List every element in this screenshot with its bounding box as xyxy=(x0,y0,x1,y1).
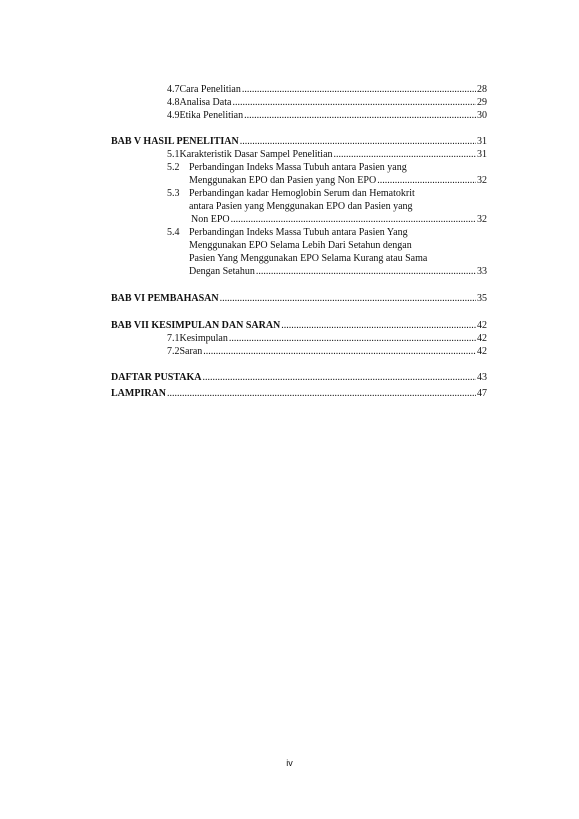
toc-leader-dots xyxy=(167,387,476,400)
toc-title-line: Pasien Yang Menggunakan EPO Selama Kurang atau Sama xyxy=(189,253,428,264)
toc-page: 43 xyxy=(477,372,487,383)
toc-number: 4.7 xyxy=(167,84,180,95)
toc-entry-5-2[interactable] xyxy=(189,174,487,187)
toc-entry-5-4[interactable] xyxy=(189,265,487,278)
toc-entry-7-1[interactable] xyxy=(167,332,487,345)
toc-title: Menggunakan EPO dan Pasien yang Non EPO xyxy=(189,175,377,186)
toc-leader-dots xyxy=(281,319,476,332)
toc-title-line: Menggunakan EPO Selama Lebih Dari Setahun dengan xyxy=(189,240,412,251)
toc-chapter-title: BAB VII KESIMPULAN DAN SARAN xyxy=(111,320,281,331)
toc-title-line: antara Pasien yang Menggunakan EPO dan Pasien yang xyxy=(189,201,413,212)
toc-page: 35 xyxy=(477,293,487,304)
toc-number: 5.2 xyxy=(167,162,180,173)
toc-leader-dots xyxy=(244,109,476,122)
toc-page: 30 xyxy=(477,110,487,121)
toc-number: 7.1 xyxy=(167,333,180,344)
toc-page: 28 xyxy=(477,84,487,95)
toc-leader-dots xyxy=(203,345,476,358)
toc-leader-dots xyxy=(232,96,476,109)
toc-leader-dots xyxy=(334,148,476,161)
toc-entry-4-7[interactable] xyxy=(167,83,487,96)
toc-entry-5-3[interactable] xyxy=(191,213,487,226)
toc-number: 7.2 xyxy=(167,346,180,357)
toc-title: Cara Penelitian xyxy=(179,84,241,95)
toc-title-line: Perbandingan Indeks Massa Tubuh antara Pasien yang xyxy=(189,162,407,173)
toc-page: 47 xyxy=(477,388,487,399)
toc-title: Dengan Setahun xyxy=(189,266,255,277)
toc-entry-5-1[interactable] xyxy=(167,148,487,161)
toc-page: 42 xyxy=(477,346,487,357)
toc-title-line: Perbandingan Indeks Massa Tubuh antara Pasien Yang xyxy=(189,227,408,238)
toc-page: 31 xyxy=(477,149,487,160)
toc-leader-dots xyxy=(220,292,476,305)
toc-chapter-lampiran[interactable] xyxy=(111,387,487,400)
toc-page: 32 xyxy=(477,175,487,186)
toc-chapter-title: LAMPIRAN xyxy=(111,388,166,399)
toc-number: 5.4 xyxy=(167,227,180,238)
toc-title: Kesimpulan xyxy=(179,333,228,344)
toc-leader-dots xyxy=(231,213,476,226)
toc-chapter-bab-7[interactable] xyxy=(111,319,487,332)
toc-page: 33 xyxy=(477,266,487,277)
toc-title: Karakteristik Dasar Sampel Penelitian xyxy=(179,149,333,160)
toc-title: Saran xyxy=(179,346,203,357)
toc-title: Etika Penelitian xyxy=(179,110,244,121)
toc-chapter-bab-5[interactable] xyxy=(111,135,487,148)
toc-page: 29 xyxy=(477,97,487,108)
toc-page: 42 xyxy=(477,333,487,344)
toc-chapter-bab-6[interactable] xyxy=(111,292,487,305)
toc-page: 42 xyxy=(477,320,487,331)
toc-page: 31 xyxy=(477,136,487,147)
toc-entry-4-8[interactable] xyxy=(167,96,487,109)
toc-leader-dots xyxy=(229,332,476,345)
toc-number: 4.8 xyxy=(167,97,180,108)
toc-title: Analisa Data xyxy=(179,97,232,108)
toc-leader-dots xyxy=(377,174,476,187)
toc-leader-dots xyxy=(242,83,476,96)
toc-title: Non EPO xyxy=(191,214,230,225)
toc-title-line: Perbandingan kadar Hemoglobin Serum dan Hematokrit xyxy=(189,188,415,199)
toc-number: 5.3 xyxy=(167,188,180,199)
toc-number: 4.9 xyxy=(167,110,180,121)
toc-entry-4-9[interactable] xyxy=(167,109,487,122)
toc-chapter-title: DAFTAR PUSTAKA xyxy=(111,372,202,383)
page-number: iv xyxy=(286,758,293,768)
toc-page: 32 xyxy=(477,214,487,225)
toc-number: 5.1 xyxy=(167,149,180,160)
toc-entry-7-2[interactable] xyxy=(167,345,487,358)
toc-leader-dots xyxy=(202,371,476,384)
toc-chapter-daftar-pustaka[interactable] xyxy=(111,371,487,384)
toc-leader-dots xyxy=(256,265,476,278)
toc-chapter-title: BAB VI PEMBAHASAN xyxy=(111,293,219,304)
toc-leader-dots xyxy=(240,135,476,148)
toc-chapter-title: BAB V HASIL PENELITIAN xyxy=(111,136,239,147)
